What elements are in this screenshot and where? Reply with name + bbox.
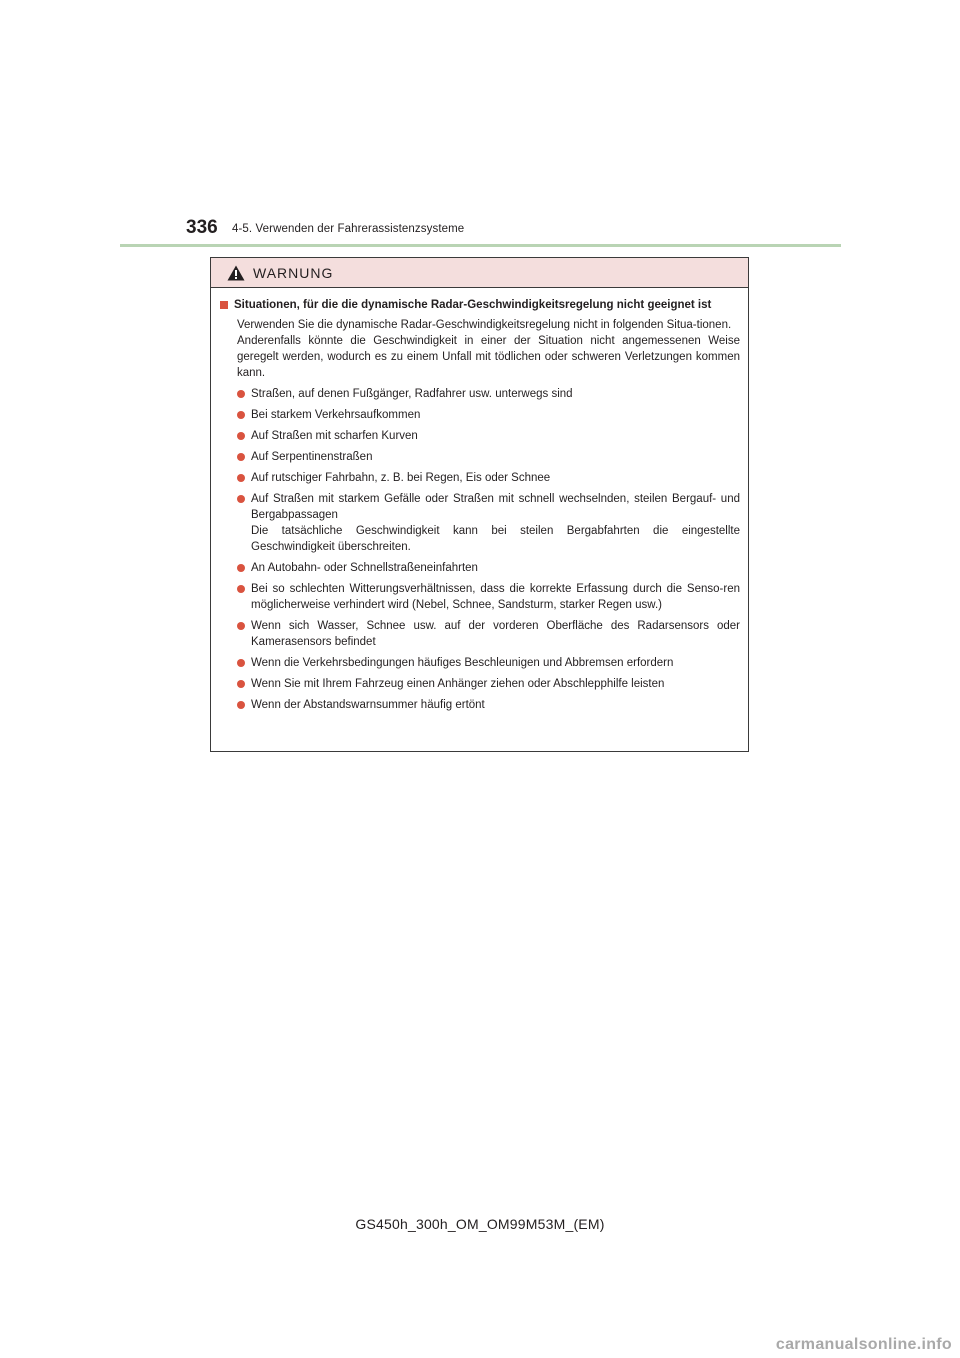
warning-box [210, 257, 749, 752]
list-item: Bei starkem Verkehrsaufkommen [237, 407, 740, 423]
bullet-dot-icon [237, 411, 245, 419]
list-item: Wenn die Verkehrsbedingungen häufiges Beschleunigen und Abbremsen erfordern [237, 655, 740, 671]
warning-body [211, 288, 748, 713]
list-item: Wenn sich Wasser, Schnee usw. auf der vorderen Oberfläche des Radarsensors oder Kamerasensors befindet [237, 618, 740, 650]
list-item: An Autobahn- oder Schnellstraßeneinfahrten [237, 560, 740, 576]
bullet-dot-icon [237, 390, 245, 398]
bullet-dot-icon [237, 432, 245, 440]
bullet-dot-icon [237, 453, 245, 461]
warning-triangle-icon [227, 265, 245, 281]
bullet-dot-icon [237, 701, 245, 709]
list-item: Wenn der Abstandswarnsummer häufig ertönt [237, 697, 740, 713]
header-rule [120, 244, 841, 247]
list-item: Auf Serpentinenstraßen [237, 449, 740, 465]
list-item-note: Die tatsächliche Geschwindigkeit kann bei steilen Bergabfahrten die eingestellte Geschwindigkeit überschreiten. [251, 525, 740, 553]
warning-topic-text: Situationen, für die die dynamische Radar-Geschwindigkeitsregelung nicht geeignet ist [234, 299, 712, 311]
list-item: Wenn Sie mit Ihrem Fahrzeug einen Anhänger ziehen oder Abschlepphilfe leisten [237, 676, 740, 692]
list-item: Bei so schlechten Witterungsverhältnissen, dass die korrekte Erfassung durch die Senso-ren möglicherweise verhindert wird (Nebel, Schnee, Sandsturm, starker Regen usw.) [237, 581, 740, 613]
warning-intro-2: Anderenfalls könnte die Geschwindigkeit in einer der Situation nicht angemessenen Weise geregelt werden, wodurch es zu einem Unfall mit tödlichen oder schweren Verletzungen kommen kann. [237, 335, 740, 379]
situation-list [219, 386, 740, 713]
bullet-dot-icon [237, 495, 245, 503]
warning-header [211, 258, 748, 288]
bullet-dot-icon [237, 659, 245, 667]
bullet-dot-icon [237, 680, 245, 688]
section-title: 4-5. Verwenden der Fahrerassistenzsysteme [232, 223, 465, 235]
watermark[interactable]: carmanualsonline.info [775, 1336, 952, 1353]
list-item [237, 491, 740, 555]
document-code: GS450h_300h_OM_OM99M53M_(EM) [355, 1216, 605, 1232]
list-item: Auf Straßen mit scharfen Kurven [237, 428, 740, 444]
list-item: Straßen, auf denen Fußgänger, Radfahrer usw. unterwegs sind [237, 386, 740, 402]
bullet-dot-icon [237, 585, 245, 593]
list-item-text: Auf Straßen mit starkem Gefälle oder Straßen mit schnell wechselnden, steilen Bergauf- und Bergabpassagen [251, 493, 740, 521]
bullet-dot-icon [237, 564, 245, 572]
list-item: Auf rutschiger Fahrbahn, z. B. bei Regen, Eis oder Schnee [237, 470, 740, 486]
warning-title: WARNUNG [253, 264, 334, 281]
warning-topic [219, 298, 740, 313]
square-bullet-icon [220, 301, 228, 309]
bullet-dot-icon [237, 474, 245, 482]
warning-intro-1: Verwenden Sie die dynamische Radar-Geschwindigkeitsregelung nicht in folgenden Situa-tionen. [237, 319, 732, 331]
bullet-dot-icon [237, 622, 245, 630]
page-number: 336 [186, 217, 218, 238]
